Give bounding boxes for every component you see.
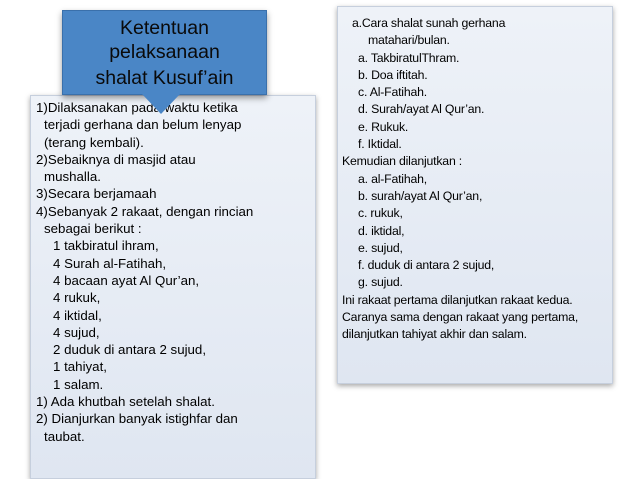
right-info-panel [337, 6, 613, 384]
title-line-3: shalat Kusuf’ain [95, 67, 234, 89]
right-line: a. TakbiratulThram. [358, 50, 460, 65]
left-line: sebagai berikut : [44, 221, 142, 237]
right-line: e. sujud, [358, 240, 403, 255]
left-line: 3)Secara berjamaah [36, 186, 157, 202]
left-line: 2) Dianjurkan banyak istighfar dan [36, 411, 238, 427]
left-line: 4)Sebanyak 2 rakaat, dengan rincian [36, 203, 254, 219]
right-line: matahari/bulan. [368, 33, 450, 48]
right-line: f. duduk di antara 2 sujud, [358, 258, 495, 273]
right-line: b. Doa iftitah. [358, 67, 428, 82]
left-line: (terang kembali). [44, 134, 144, 150]
left-line: 2 duduk di antara 2 sujud, [53, 342, 207, 358]
left-info-panel [30, 95, 316, 479]
right-line: e. Rukuk. [358, 119, 409, 134]
title-line-2: pelaksanaan [109, 41, 220, 63]
left-line: 4 rukuk, [53, 290, 101, 306]
right-line: Kemudian dilanjutkan : [342, 154, 463, 169]
left-line: 1 takbiratul ihram, [53, 238, 159, 254]
right-line: d. iktidal, [358, 223, 405, 238]
right-line: g. sujud. [358, 275, 403, 290]
left-line: taubat. [44, 428, 85, 444]
callout-pointer [142, 94, 180, 114]
left-line: 1 salam. [53, 376, 104, 392]
left-line: terjadi gerhana dan belum lenyap [44, 117, 242, 133]
left-line: 4 bacaan ayat Al Qur’an, [53, 272, 200, 288]
right-line: Ini rakaat pertama dilanjutkan rakaat kedua. [342, 292, 573, 307]
left-line: 2)Sebaiknya di masjid atau [36, 151, 196, 167]
right-line: dilanjutkan tahiyat akhir dan salam. [342, 327, 527, 342]
left-line: 1) Ada khutbah setelah shalat. [36, 394, 215, 410]
right-line: c. rukuk, [358, 206, 403, 221]
right-line: b. surah/ayat Al Qur’an, [358, 188, 483, 203]
left-line: 1 tahiyat, [53, 359, 107, 375]
right-line: c. Al-Fatihah. [358, 85, 427, 100]
title-line-1: Ketentuan [120, 17, 209, 39]
title-callout [62, 10, 267, 95]
right-line: d. Surah/ayat Al Qur’an. [358, 102, 485, 117]
left-line: 4 sujud, [53, 324, 100, 340]
left-line: mushalla. [44, 169, 101, 185]
right-line: f. Iktidal. [358, 137, 402, 152]
left-line: 4 Surah al-Fatihah, [53, 255, 167, 271]
right-line: a. al-Fatihah, [358, 171, 427, 186]
left-line: 1)Dilaksanakan pada waktu ketika [36, 100, 238, 115]
right-line: Caranya sama dengan rakaat yang pertama, [342, 310, 579, 325]
right-line: a.Cara shalat sunah gerhana [352, 16, 506, 30]
left-line: 4 iktidal, [53, 307, 102, 323]
